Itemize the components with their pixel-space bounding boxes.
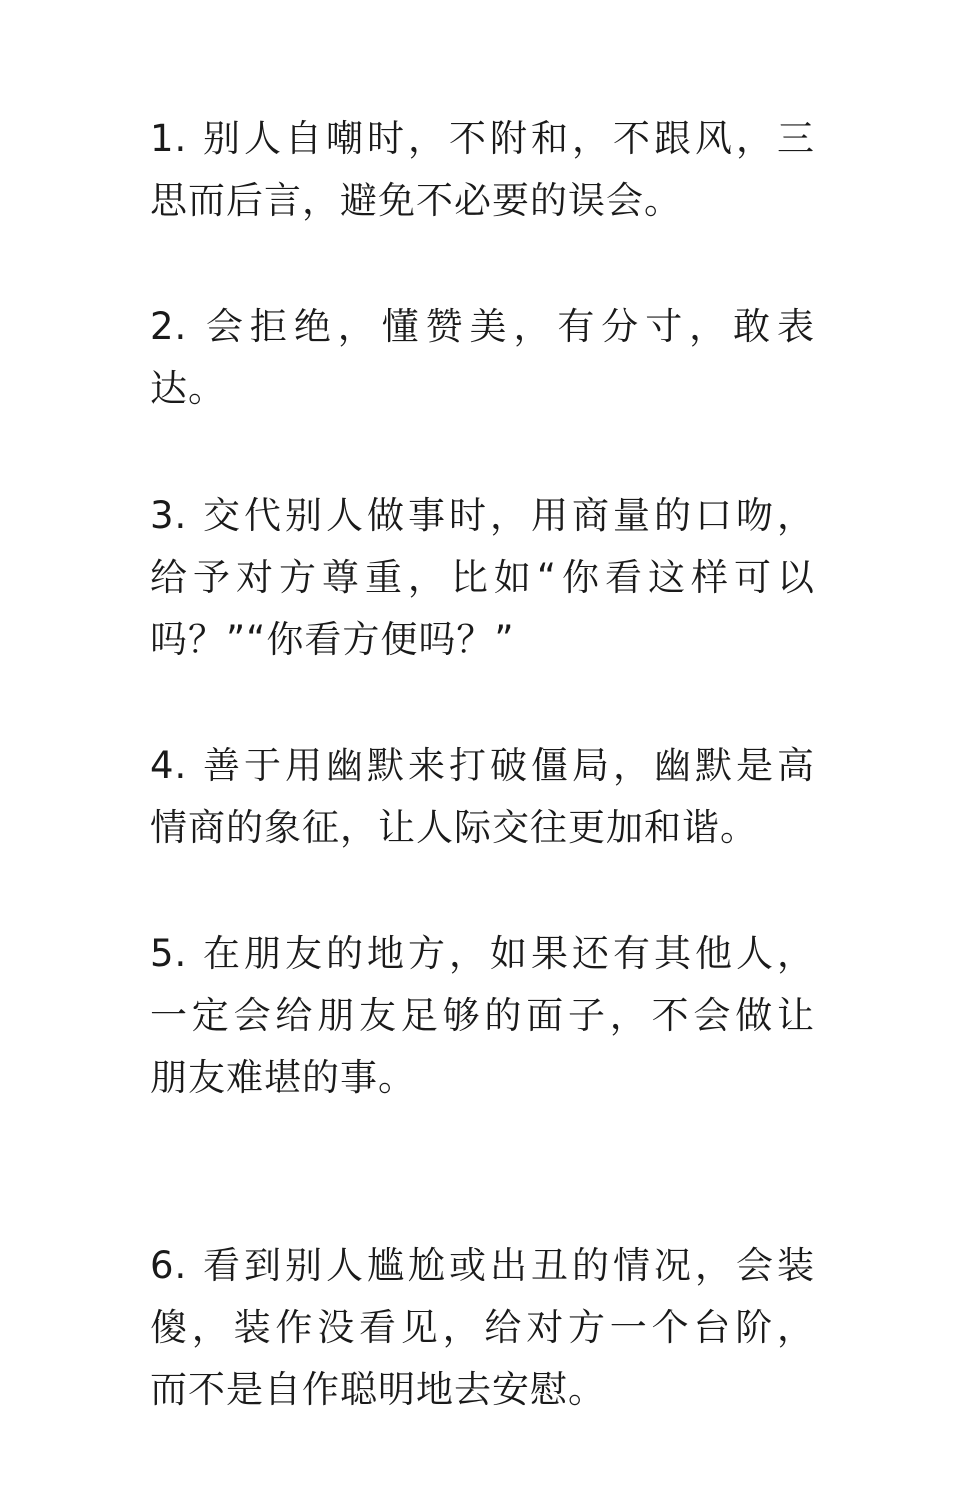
paragraph-6 (150, 1235, 815, 1421)
paragraph-line: 一定会给朋友足够的面子，不会做让 (150, 994, 815, 1037)
paragraph-line: 6. 看到别人尴尬或出丑的情况，会装 (150, 1244, 815, 1287)
paragraph-line: 4. 善于用幽默来打破僵局，幽默是高 (150, 744, 815, 787)
paragraph-line: 朋友难堪的事。 (150, 1056, 416, 1099)
paragraph-line: 吗？”“你看方便吗？” (150, 618, 515, 661)
paragraph-3 (150, 485, 815, 671)
paragraph-line: 给予对方尊重，比如“你看这样可以 (150, 556, 815, 599)
paragraph-line: 而不是自作聪明地去安慰。 (150, 1368, 606, 1411)
paragraph-line: 达。 (150, 367, 226, 410)
paragraph-line: 5. 在朋友的地方，如果还有其他人， (150, 932, 815, 975)
paragraph-line: 情商的象征，让人际交往更加和谐。 (150, 806, 758, 849)
paragraph-line: 3. 交代别人做事时，用商量的口吻， (150, 494, 815, 537)
paragraph-4 (150, 735, 815, 859)
paragraph-line: 思而后言，避免不必要的误会。 (150, 179, 682, 222)
paragraph-5 (150, 923, 815, 1109)
paragraph-line: 2. 会拒绝，懂赞美，有分寸，敢表 (150, 305, 815, 348)
paragraph-line: 傻，装作没看见，给对方一个台阶， (150, 1306, 815, 1349)
paragraph-line: 1. 别人自嘲时，不附和，不跟风，三 (150, 117, 815, 160)
paragraph-2 (150, 296, 815, 420)
paragraph-1 (150, 108, 815, 232)
